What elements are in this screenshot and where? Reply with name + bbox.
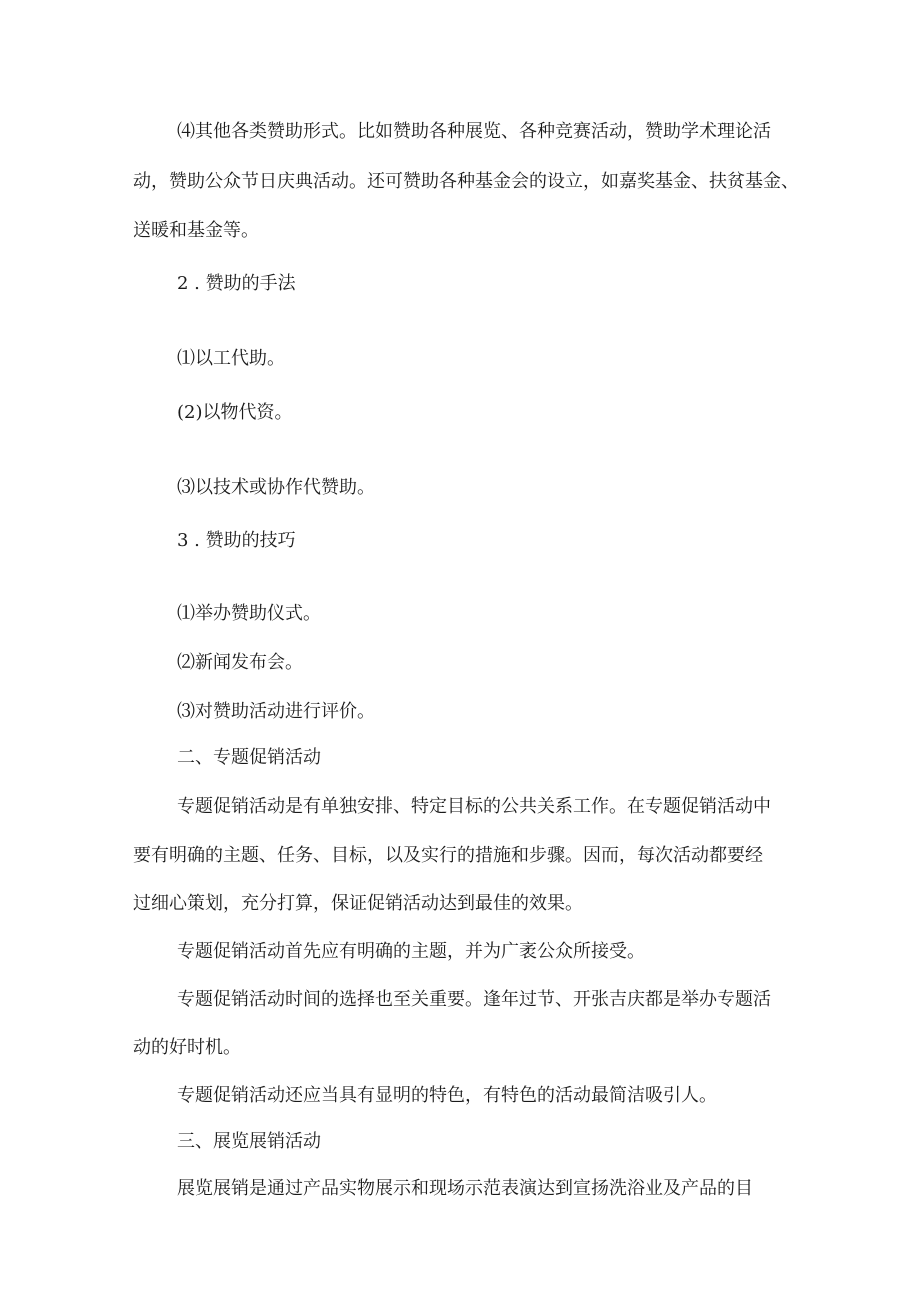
paragraph-line: 专题促销活动首先应有明确的主题，并为广袤公众所接受。 bbox=[177, 941, 645, 962]
paragraph-line: 专题促销活动是有单独安排、特定目标的公共关系工作。在专题促销活动中 bbox=[177, 796, 771, 817]
list-item: ⑵新闻发布会。 bbox=[177, 652, 303, 673]
list-item: ⑶以技术或协作代赞助。 bbox=[177, 477, 375, 498]
paragraph-line: 要有明确的主题、任务、目标，以及实行的措施和步骤。因而，每次活动都要经 bbox=[133, 845, 763, 866]
paragraph-line: 动的好时机。 bbox=[133, 1037, 241, 1058]
list-item: ⑶对赞助活动进行评价。 bbox=[177, 701, 375, 722]
list-item: ⑴举办赞助仪式。 bbox=[177, 603, 321, 624]
section-title: 三、展览展销活动 bbox=[177, 1131, 321, 1152]
paragraph-line: 动，赞助公众节日庆典活动。还可赞助各种基金会的设立，如嘉奖基金、扶贫基金、 bbox=[133, 171, 799, 192]
paragraph-line: 展览展销是通过产品实物展示和现场示范表演达到宣扬洗浴业及产品的目 bbox=[177, 1178, 753, 1199]
list-item: ⑴以工代助。 bbox=[177, 348, 285, 369]
paragraph-line: 过细心策划，充分打算，保证促销活动达到最佳的效果。 bbox=[133, 893, 583, 914]
paragraph-line: 专题促销活动还应当具有显明的特色，有特色的活动最简洁吸引人。 bbox=[177, 1085, 717, 1106]
section-title: 二、专题促销活动 bbox=[177, 747, 321, 768]
paragraph-line: ⑷其他各类赞助形式。比如赞助各种展览、各种竞赛活动，赞助学术理论活 bbox=[177, 121, 771, 142]
paragraph-line: 专题促销活动时间的选择也至关重要。逢年过节、开张吉庆都是举办专题活 bbox=[177, 989, 771, 1010]
section-heading: 2 . 赞助的手法 bbox=[177, 273, 296, 294]
list-item: (2)以物代资。 bbox=[177, 402, 293, 423]
paragraph-line: 送暖和基金等。 bbox=[133, 220, 259, 241]
section-heading: 3 . 赞助的技巧 bbox=[177, 530, 296, 551]
